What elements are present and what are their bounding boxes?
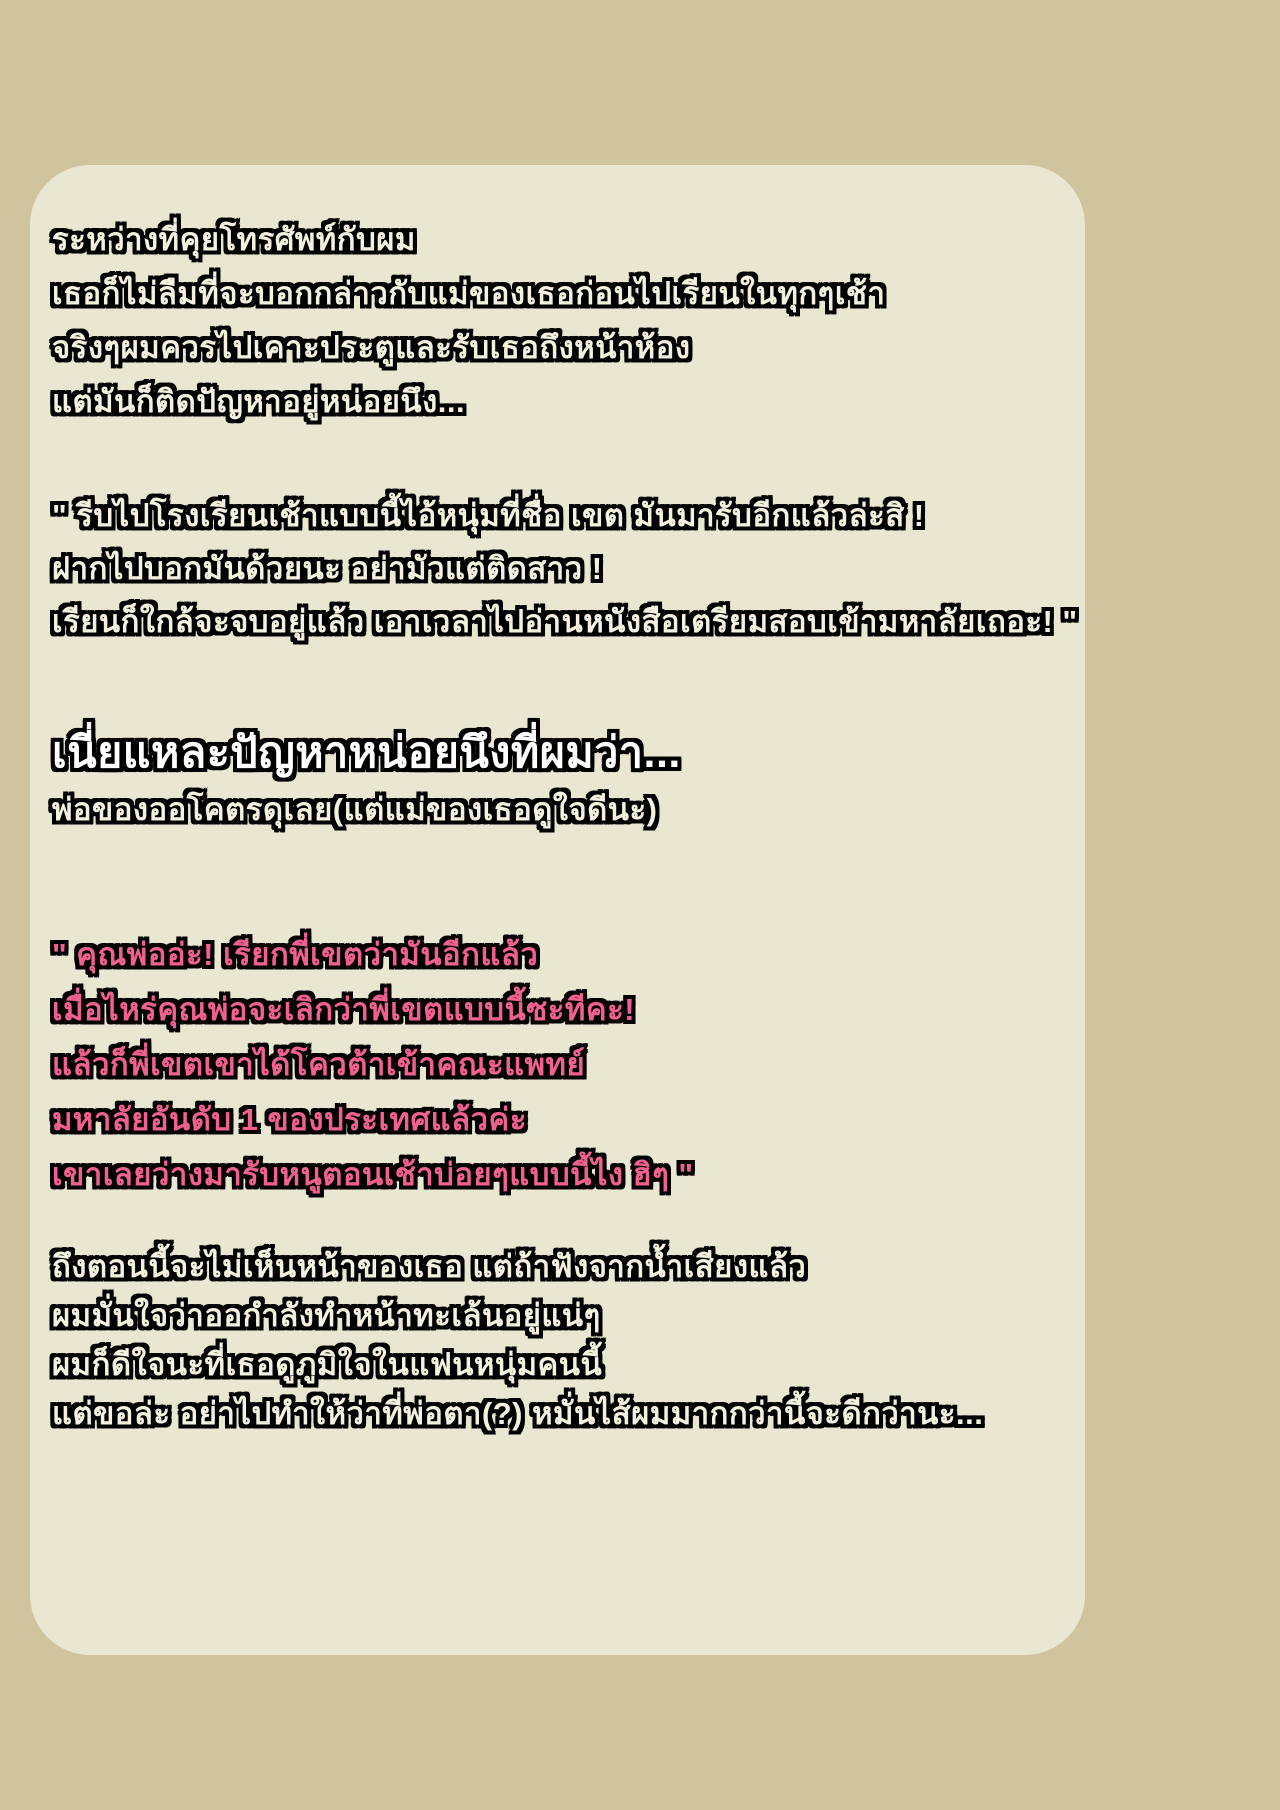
narration-1-line: จริงๆผมควรไปเคาะประตูและรับเธอถึงหน้าห้อง bbox=[52, 330, 691, 365]
father-quote bbox=[52, 489, 1085, 648]
girl-quote-line: แล้วก็พี่เขตเขาได้โควต้าเข้าคณะแพทย์ bbox=[52, 1047, 586, 1082]
problem-note bbox=[52, 723, 1085, 837]
narration-2-line: แต่ขอล่ะ อย่าไปทำให้ว่าที่พ่อตา(?) หมั่นไส้ผมมากกว่านี้จะดีกว่านะ... bbox=[52, 1396, 984, 1431]
girl-quote-line: มหาลัยอันดับ 1 ของประเทศแล้วค่ะ bbox=[52, 1102, 527, 1137]
narration-1-line: แต่มันก็ติดปัญหาอยู่หน่อยนึง... bbox=[52, 384, 466, 419]
girl-quote-line: " คุณพ่ออ่ะ! เรียกพี่เขตว่ามันอีกแล้ว bbox=[52, 937, 539, 972]
girl-quote bbox=[52, 927, 1085, 1202]
narration-1-line: เธอก็ไม่ลืมที่จะบอกกล่าวกับแม่ของเธอก่อนไปเรียนในทุกๆเช้า bbox=[52, 276, 886, 311]
girl-quote-line: เมื่อไหร่คุณพ่อจะเลิกว่าพี่เขตแบบนี้ซะทีคะ! bbox=[52, 992, 636, 1027]
narration-2 bbox=[52, 1242, 1085, 1438]
narration-2-line: ถึงตอนนี้จะไม่เห็นหน้าของเธอ แต่ถ้าฟังจากน้ำเสียงแล้ว bbox=[52, 1249, 807, 1284]
father-quote-line: เรียนก็ใกล้จะจบอยู่แล้ว เอาเวลาไปอ่านหนังสือเตรียมสอบเข้ามหาลัยเถอะ! " bbox=[52, 604, 1078, 639]
narration-1-line: ระหว่างที่คุยโทรศัพท์กับผม bbox=[52, 222, 416, 257]
girl-quote-line: เขาเลยว่างมารับหนูตอนเช้าบ่อยๆแบบนี้ไง ฮิๆ " bbox=[52, 1157, 694, 1192]
problem-line: พ่อของออโคตรดุเลย(แต่แม่ของเธอดูใจดีนะ) bbox=[52, 792, 658, 827]
text-card bbox=[30, 165, 1085, 1655]
father-quote-line: ฝากไปบอกมันด้วยนะ อย่ามัวแต่ติดสาว ! bbox=[52, 551, 603, 586]
narration-2-line: ผมมั่นใจว่าออกำลังทำหน้าทะเล้นอยู่แน่ๆ bbox=[52, 1298, 601, 1333]
father-quote-line: " รีบไปโรงเรียนเช้าแบบนี้ไอ้หนุ่มที่ชื่อ เขต มันมารับอีกแล้วล่ะสิ ! bbox=[52, 498, 925, 533]
narration-1 bbox=[52, 213, 1085, 429]
narration-2-line: ผมก็ดีใจนะที่เธอดูภูมิใจในแฟนหนุ่มคนนี้ bbox=[52, 1347, 603, 1382]
problem-heading: เนี่ยแหละปัญหาหน่อยนึงที่ผมว่า... bbox=[52, 729, 681, 777]
